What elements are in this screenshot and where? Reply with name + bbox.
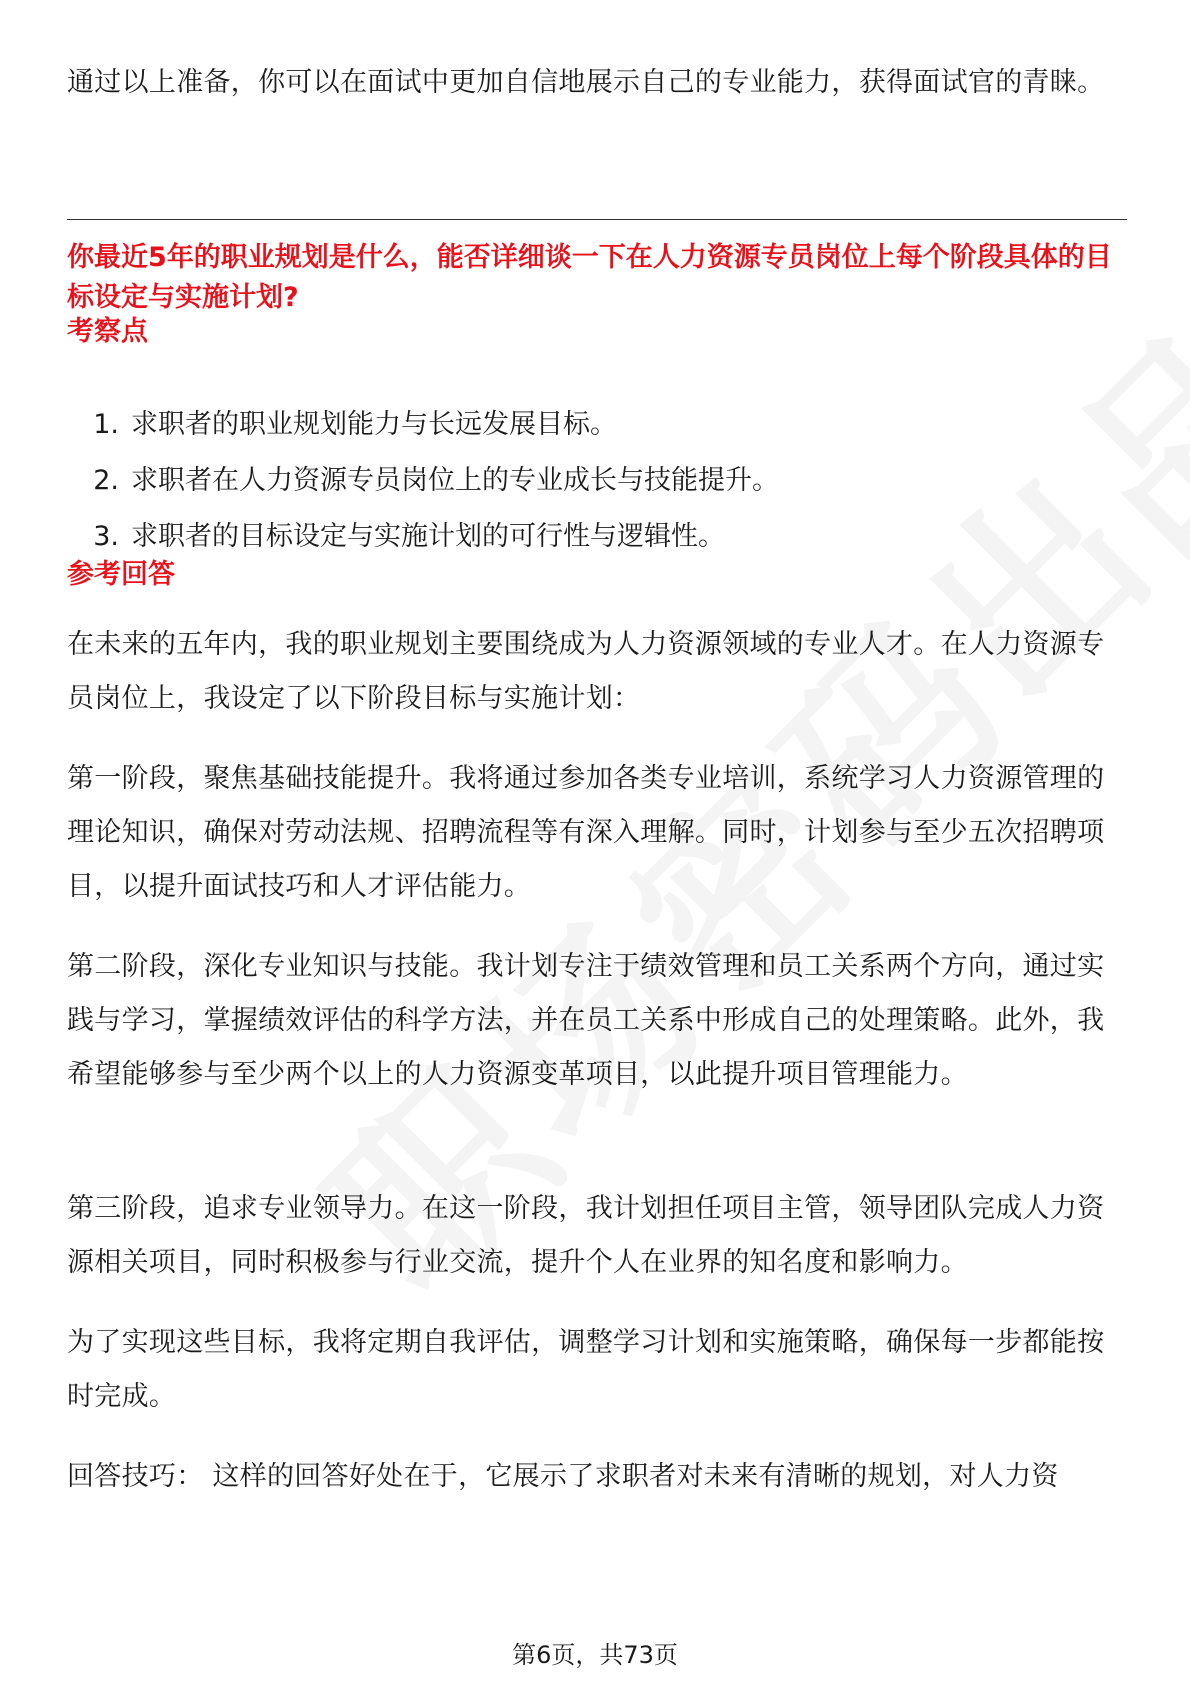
answer-tip: 回答技巧： 这样的回答好处在于，它展示了求职者对未来有清晰的规划，对人力资 [67,1461,1059,1492]
intro-paragraph: 通过以上准备，你可以在面试中更加自信地展示自己的专业能力，获得面试官的青睐。 [67,67,1105,98]
page-number: 第6页，共73页 [512,1641,678,1669]
answer-heading: 参考回答 [67,559,175,590]
list-item-number: 2. [93,465,119,496]
list-item-text: 求职者的目标设定与实施计划的可行性与逻辑性。 [131,521,725,552]
key-points-list [67,405,779,573]
question-title: 你最近5年的职业规划是什么，能否详细谈一下在人力资源专员岗位上每个阶段具体的目标设定与实施计划? [67,242,1112,313]
key-points-heading: 考察点 [67,316,148,347]
answer-paragraph-stage-1: 第一阶段，聚焦基础技能提升。我将通过参加各类专业培训，系统学习人力资源管理的理论知识，确保对劳动法规、招聘流程等有深入理解。同时，计划参与至少五次招聘项目，以提升面试技巧和人才评估能力。 [67,763,1105,902]
answer-paragraph-intro: 在未来的五年内，我的职业规划主要围绕成为人力资源领域的专业人才。在人力资源专员岗位上，我设定了以下阶段目标与实施计划： [67,629,1105,714]
answer-paragraph-stage-3: 第三阶段，追求专业领导力。在这一阶段，我计划担任项目主管，领导团队完成人力资源相关项目，同时积极参与行业交流，提升个人在业界的知名度和影响力。 [67,1193,1105,1278]
section-divider [67,219,1127,220]
answer-paragraph-stage-2: 第二阶段，深化专业知识与技能。我计划专注于绩效管理和员工关系两个方向，通过实践与学习，掌握绩效评估的科学方法，并在员工关系中形成自己的处理策略。此外，我希望能够参与至少两个以上的人力资源变革项目，以此提升项目管理能力。 [67,951,1105,1090]
list-item-number: 1. [93,409,119,440]
list-item-text: 求职者在人力资源专员岗位上的专业成长与技能提升。 [131,465,779,496]
list-item-text: 求职者的职业规划能力与长远发展目标。 [131,409,617,440]
list-item [67,461,779,517]
list-item-number: 3. [93,521,119,552]
answer-paragraph-summary: 为了实现这些目标，我将定期自我评估，调整学习计划和实施策略，确保每一步都能按时完成。 [67,1327,1105,1412]
list-item [67,405,779,461]
